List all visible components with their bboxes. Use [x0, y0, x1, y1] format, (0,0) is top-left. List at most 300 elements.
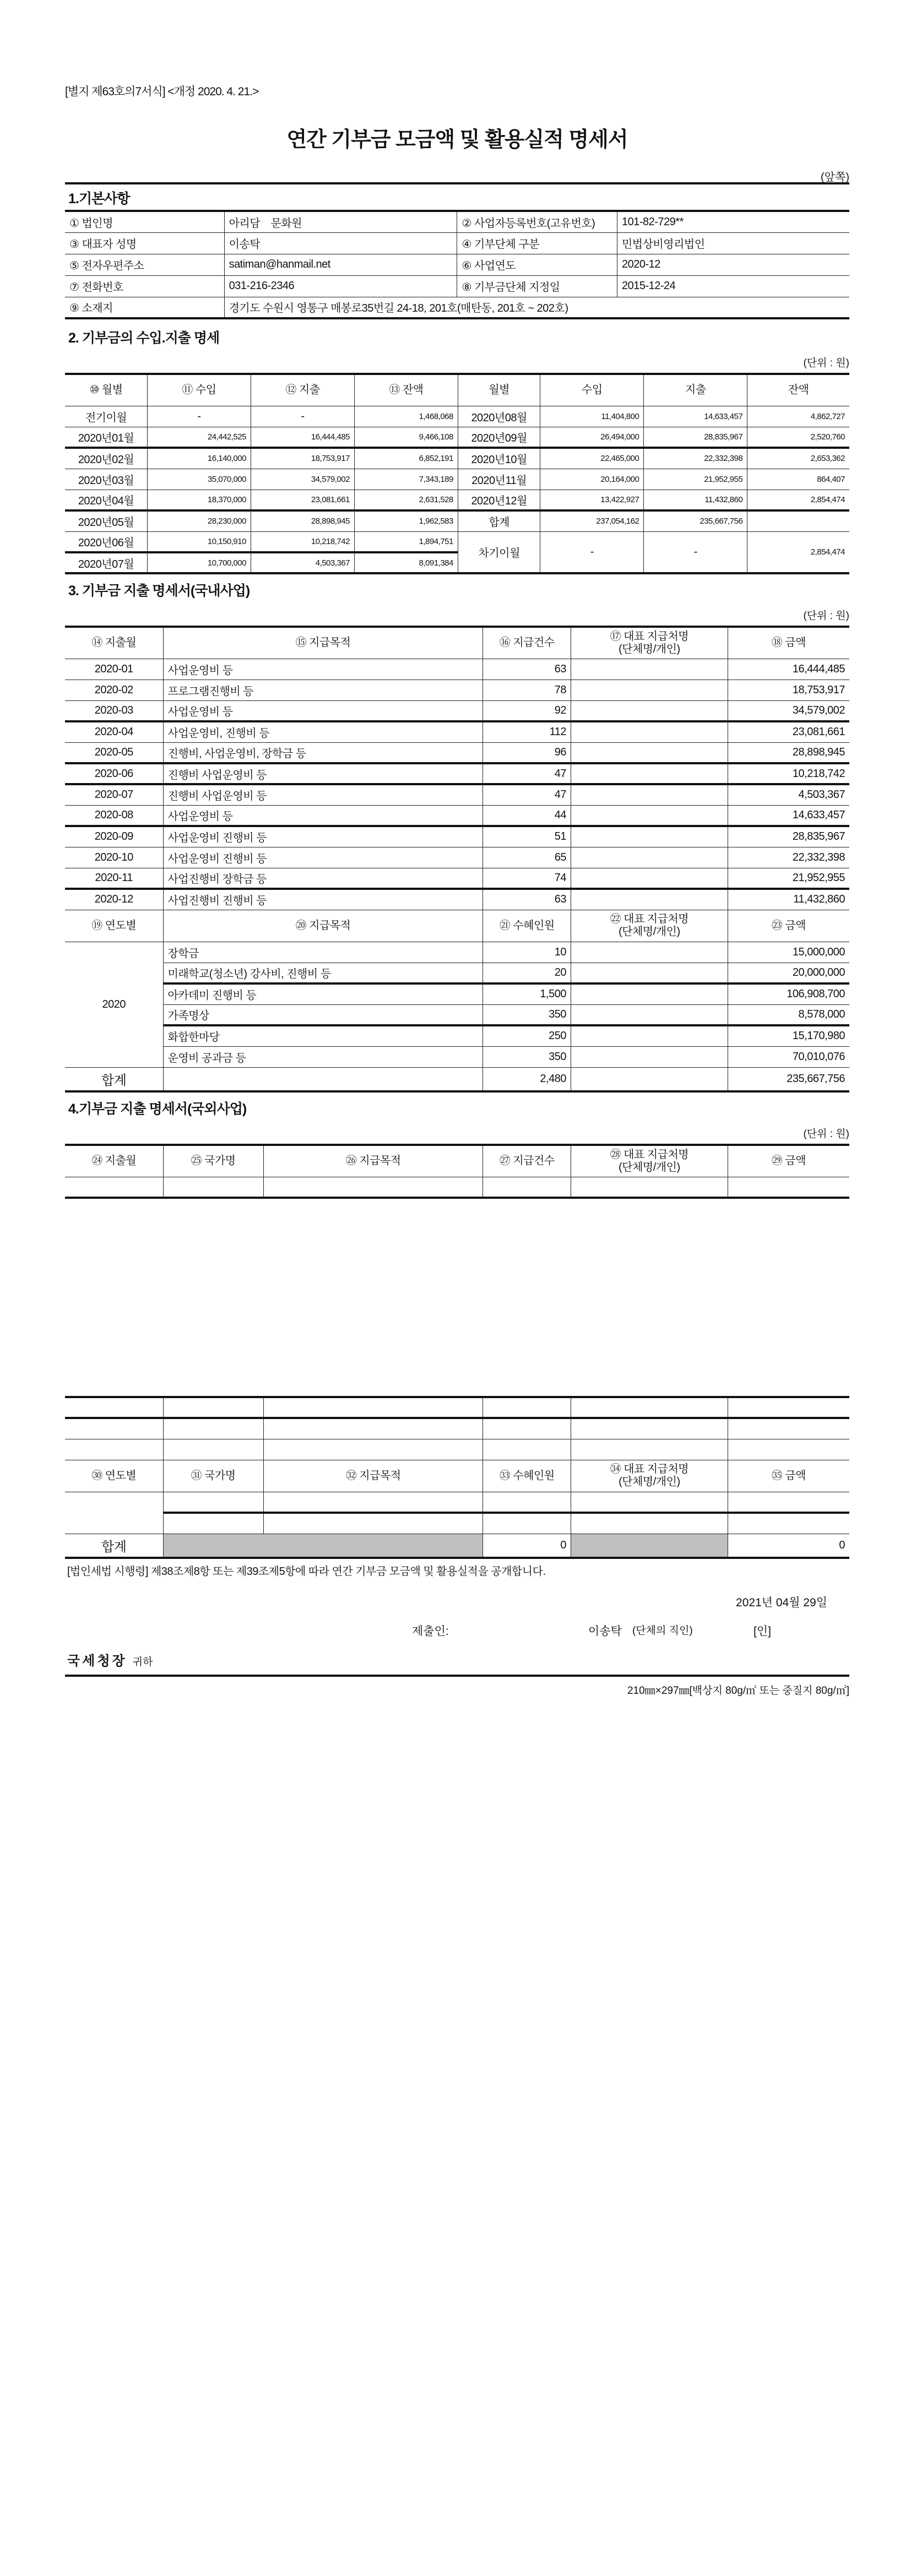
purpose-cell: 미래학교(청소년) 강사비, 진행비 등 — [163, 963, 483, 983]
table-row — [65, 510, 849, 531]
table-row — [65, 1025, 849, 1046]
section-basic-info-heading: 1.기본사항 — [68, 191, 130, 206]
column-header: 수입 — [540, 374, 644, 406]
table-row — [65, 1534, 849, 1558]
amount-cell: 8,578,000 — [728, 1004, 849, 1025]
amount-cell: 22,332,398 — [644, 448, 747, 469]
purpose-cell: 아카데미 진행비 등 — [163, 983, 483, 1004]
empty-cell — [163, 1067, 483, 1091]
month-cell: 2020-03 — [65, 700, 163, 721]
table-row — [65, 490, 849, 510]
amount-cell: 24,442,525 — [148, 427, 251, 448]
month-cell: 2020년03월 — [65, 469, 148, 490]
table-row — [65, 406, 849, 427]
page-title: 연간 기부금 모금액 및 활용실적 명세서 — [286, 128, 628, 151]
column-header: ⑳ 지급목적 — [163, 910, 483, 942]
unit-label: (단위 : 원) — [803, 1128, 849, 1140]
empty-cell — [571, 1177, 728, 1198]
count-cell: 78 — [483, 680, 571, 700]
payee-cell — [571, 942, 728, 963]
column-header: ㉘ 대표 지급처명 (단체명/개인) — [571, 1145, 728, 1177]
total-label: 합계 — [65, 1067, 163, 1091]
amount-cell: 20,164,000 — [540, 469, 644, 490]
empty-cell — [65, 1177, 163, 1198]
amount-cell: 28,898,945 — [728, 742, 849, 763]
purpose-cell: 사업운영비 등 — [163, 659, 483, 680]
year-cell: 2020 — [65, 942, 163, 1067]
legal-notice: [법인세법 시행령] 제38조제8항 또는 제39조제5항에 따라 연간 기부금 모금액 및 활용실적을 공개합니다. — [67, 1566, 546, 1578]
empty-cell — [728, 1439, 849, 1460]
column-header: ㉕ 국가명 — [163, 1145, 263, 1177]
column-header: ㉗ 지급건수 — [483, 1145, 571, 1177]
total-count: 0 — [483, 1534, 571, 1558]
empty-cell — [263, 1397, 483, 1418]
amount-cell: 10,150,910 — [148, 531, 251, 552]
empty-cell — [571, 1492, 728, 1513]
payee-cell — [571, 1025, 728, 1046]
empty-cell — [483, 1439, 571, 1460]
table-row — [65, 1439, 849, 1460]
amount-cell: 7,343,189 — [354, 469, 458, 490]
table-row — [65, 531, 849, 552]
table-row — [65, 1397, 849, 1418]
empty-cell — [163, 1513, 263, 1534]
income-expense-table — [65, 373, 849, 574]
recipient-line — [65, 1650, 849, 1677]
amount-cell: 20,000,000 — [728, 963, 849, 983]
field-value: 경기도 수원시 영통구 매봉로35번길 24-18, 201호(매탄동, 201호 ~ 202호) — [224, 297, 849, 318]
table-row — [65, 763, 849, 784]
amount-cell: 13,422,927 — [540, 490, 644, 510]
column-header: 월별 — [458, 374, 540, 406]
table-row — [65, 868, 849, 889]
table-row — [65, 254, 849, 275]
overseas-yearly-table — [65, 1396, 849, 1559]
field-value: 031-216-2346 — [224, 275, 457, 297]
count-cell: 44 — [483, 805, 571, 826]
count-cell: 250 — [483, 1025, 571, 1046]
amount-cell: 34,579,002 — [728, 700, 849, 721]
empty-cell — [483, 1513, 571, 1534]
seal-note: (단체의 직인) — [632, 1625, 693, 1637]
field-label: ⑦ 전화번호 — [65, 275, 224, 297]
amount-cell: 16,140,000 — [148, 448, 251, 469]
purpose-cell: 사업운영비 진행비 등 — [163, 847, 483, 868]
empty-cell — [65, 1397, 163, 1418]
payee-cell — [571, 868, 728, 889]
empty-cell — [163, 1492, 263, 1513]
table-row — [65, 721, 849, 742]
table-row — [65, 784, 849, 805]
empty-cell — [571, 1513, 728, 1534]
total-count: 2,480 — [483, 1067, 571, 1091]
amount-cell: 1,894,751 — [354, 531, 458, 552]
count-cell: 1,500 — [483, 983, 571, 1004]
field-label: ② 사업자등록번호(고유번호) — [457, 211, 617, 232]
empty-cell — [728, 1177, 849, 1198]
column-header: ⑫ 지출 — [251, 374, 354, 406]
amount-cell: 28,230,000 — [148, 510, 251, 531]
month-cell: 2020-02 — [65, 680, 163, 700]
column-header: ⑪ 수입 — [148, 374, 251, 406]
count-cell: 74 — [483, 868, 571, 889]
amount-cell: 15,170,980 — [728, 1025, 849, 1046]
amount-cell: 1,962,583 — [354, 510, 458, 531]
count-cell: 47 — [483, 763, 571, 784]
empty-cell — [163, 1439, 263, 1460]
table-row — [65, 910, 849, 942]
empty-cell — [263, 1418, 483, 1439]
count-cell: 350 — [483, 1004, 571, 1025]
submission-date: 2021년 04월 29일 — [736, 1596, 827, 1609]
amount-cell: 23,081,661 — [251, 490, 354, 510]
amount-cell: - — [148, 406, 251, 427]
amount-cell: 10,700,000 — [148, 552, 251, 573]
form-label: [별지 제63호의7서식] <개정 2020. 4. 21.> — [65, 85, 259, 98]
month-cell: 2020-08 — [65, 805, 163, 826]
table-row — [65, 211, 849, 232]
month-cell: 2020년08월 — [458, 406, 540, 427]
month-cell: 2020-01 — [65, 659, 163, 680]
month-cell: 2020년06월 — [65, 531, 148, 552]
submitter-label: 제출인: — [412, 1625, 449, 1638]
total-amount: 0 — [728, 1534, 849, 1558]
amount-cell: 10,218,742 — [251, 531, 354, 552]
empty-cell — [65, 1439, 163, 1460]
table-row — [65, 1492, 849, 1513]
field-value: 민법상비영리법인 — [617, 232, 849, 254]
domestic-expense-table — [65, 626, 849, 1093]
payee-cell — [571, 826, 728, 847]
payee-cell — [571, 680, 728, 700]
column-header: ㉒ 대표 지급처명 (단체명/개인) — [571, 910, 728, 942]
payee-cell — [571, 847, 728, 868]
amount-cell: 18,753,917 — [251, 448, 354, 469]
purpose-cell: 진행비 사업운영비 등 — [163, 763, 483, 784]
table-row — [65, 1177, 849, 1198]
table-row — [65, 983, 849, 1004]
table-row — [65, 680, 849, 700]
empty-cell — [65, 1492, 163, 1534]
table-row — [65, 1145, 849, 1177]
seal-mark: [인] — [753, 1625, 771, 1638]
count-cell: 65 — [483, 847, 571, 868]
column-header: ⑯ 지급건수 — [483, 627, 571, 659]
column-header: ⑱ 금액 — [728, 627, 849, 659]
empty-cell — [163, 1177, 263, 1198]
empty-cell — [483, 1177, 571, 1198]
section-overseas-heading: 4.기부금 지출 명세서(국외사업) — [68, 1101, 247, 1117]
payee-cell — [571, 742, 728, 763]
amount-cell: 11,432,860 — [644, 490, 747, 510]
recipient-suffix: 귀하 — [132, 1656, 153, 1668]
table-row — [65, 448, 849, 469]
table-row — [65, 1046, 849, 1067]
empty-cell — [571, 1534, 728, 1558]
purpose-cell: 사업진행비 진행비 등 — [163, 889, 483, 910]
column-header: 지출 — [644, 374, 747, 406]
empty-cell — [571, 1418, 728, 1439]
payee-cell — [571, 700, 728, 721]
payee-cell — [571, 784, 728, 805]
table-row — [65, 627, 849, 659]
table-row — [65, 275, 849, 297]
field-label: ⑤ 전자우편주소 — [65, 254, 224, 275]
amount-cell: - — [644, 531, 747, 573]
amount-cell: 237,054,162 — [540, 510, 644, 531]
amount-cell: 11,404,800 — [540, 406, 644, 427]
amount-cell: 2,520,760 — [747, 427, 849, 448]
amount-cell: 6,852,191 — [354, 448, 458, 469]
donation-statement-form — [65, 83, 849, 1697]
amount-cell: - — [251, 406, 354, 427]
basic-info-table — [65, 210, 849, 319]
amount-cell: 23,081,661 — [728, 721, 849, 742]
table-row — [65, 847, 849, 868]
payee-cell — [571, 1004, 728, 1025]
purpose-cell: 프로그램진행비 등 — [163, 680, 483, 700]
table-row — [65, 469, 849, 490]
amount-cell: 35,070,000 — [148, 469, 251, 490]
purpose-cell: 사업운영비 등 — [163, 700, 483, 721]
amount-cell: 14,633,457 — [644, 406, 747, 427]
empty-cell — [263, 1513, 483, 1534]
field-label: ③ 대표자 성명 — [65, 232, 224, 254]
purpose-cell: 진행비 사업운영비 등 — [163, 784, 483, 805]
column-header: ㉖ 지급목적 — [263, 1145, 483, 1177]
total-label: 합계 — [65, 1534, 163, 1558]
payee-cell — [571, 659, 728, 680]
month-cell: 2020년11월 — [458, 469, 540, 490]
table-row — [65, 963, 849, 983]
table-row — [65, 1004, 849, 1025]
month-cell: 2020-09 — [65, 826, 163, 847]
column-header: ㉜ 지급목적 — [263, 1460, 483, 1492]
amount-cell: 18,753,917 — [728, 680, 849, 700]
table-row — [65, 1513, 849, 1534]
month-cell: 2020년04월 — [65, 490, 148, 510]
table-row — [65, 297, 849, 318]
field-value: 101-82-729** — [617, 211, 849, 232]
table-row — [65, 805, 849, 826]
amount-cell: 21,952,955 — [644, 469, 747, 490]
table-row — [65, 942, 849, 963]
table-row — [65, 1418, 849, 1439]
amount-cell: 15,000,000 — [728, 942, 849, 963]
empty-cell — [263, 1439, 483, 1460]
empty-cell — [571, 1067, 728, 1091]
column-header: ⑰ 대표 지급처명 (단체명/개인) — [571, 627, 728, 659]
empty-cell — [728, 1492, 849, 1513]
amount-cell: 28,835,967 — [728, 826, 849, 847]
payee-cell — [571, 1046, 728, 1067]
empty-cell — [483, 1492, 571, 1513]
field-value: 2015-12-24 — [617, 275, 849, 297]
empty-cell — [163, 1418, 263, 1439]
amount-cell: 14,633,457 — [728, 805, 849, 826]
month-cell: 2020년02월 — [65, 448, 148, 469]
empty-cell — [263, 1492, 483, 1513]
count-cell: 20 — [483, 963, 571, 983]
amount-cell: 2,854,474 — [747, 490, 849, 510]
table-row — [65, 1460, 849, 1492]
amount-cell: 8,091,384 — [354, 552, 458, 573]
purpose-cell: 장학금 — [163, 942, 483, 963]
table-row — [65, 659, 849, 680]
paper-spec: 210㎜×297㎜[백상지 80g/㎡ 또는 중질지 80g/㎡] — [627, 1685, 849, 1697]
recipient: 국세청장 — [67, 1654, 127, 1669]
purpose-cell: 진행비, 사업운영비, 장학금 등 — [163, 742, 483, 763]
unit-label: (단위 : 원) — [803, 610, 849, 622]
column-header: ⑬ 잔액 — [354, 374, 458, 406]
empty-cell — [65, 1418, 163, 1439]
amount-cell: 2,854,474 — [747, 531, 849, 573]
empty-cell — [163, 1397, 263, 1418]
amount-cell — [747, 510, 849, 531]
amount-cell: 2,631,528 — [354, 490, 458, 510]
purpose-cell: 화합한마당 — [163, 1025, 483, 1046]
month-cell: 2020-05 — [65, 742, 163, 763]
amount-cell: 18,370,000 — [148, 490, 251, 510]
column-header: ㉙ 금액 — [728, 1145, 849, 1177]
month-cell: 2020-10 — [65, 847, 163, 868]
amount-cell: 22,332,398 — [728, 847, 849, 868]
amount-cell: 16,444,485 — [251, 427, 354, 448]
amount-cell: - — [540, 531, 644, 573]
count-cell: 112 — [483, 721, 571, 742]
amount-cell: 70,010,076 — [728, 1046, 849, 1067]
month-cell: 2020년07월 — [65, 552, 148, 573]
amount-cell: 28,898,945 — [251, 510, 354, 531]
empty-cell — [728, 1397, 849, 1418]
field-value: 아리담 문화원 — [224, 211, 457, 232]
month-cell: 2020-11 — [65, 868, 163, 889]
amount-cell: 106,908,700 — [728, 983, 849, 1004]
payee-cell — [571, 983, 728, 1004]
field-value: 이송탁 — [224, 232, 457, 254]
count-cell: 10 — [483, 942, 571, 963]
amount-cell: 11,432,860 — [728, 889, 849, 910]
amount-cell: 22,465,000 — [540, 448, 644, 469]
purpose-cell: 가족명상 — [163, 1004, 483, 1025]
month-cell: 2020-04 — [65, 721, 163, 742]
table-row — [65, 826, 849, 847]
month-cell: 2020-07 — [65, 784, 163, 805]
table-row — [65, 742, 849, 763]
field-label: ⑨ 소재지 — [65, 297, 224, 318]
section-domestic-heading: 3. 기부금 지출 명세서(국내사업) — [68, 583, 250, 599]
column-header: ⑩ 월별 — [65, 374, 148, 406]
amount-cell: 28,835,967 — [644, 427, 747, 448]
count-cell: 63 — [483, 659, 571, 680]
amount-cell: 4,862,727 — [747, 406, 849, 427]
amount-cell: 4,503,367 — [251, 552, 354, 573]
payee-cell — [571, 721, 728, 742]
payee-cell — [571, 763, 728, 784]
month-cell: 2020년10월 — [458, 448, 540, 469]
purpose-cell: 사업운영비 진행비 등 — [163, 826, 483, 847]
table-row — [65, 700, 849, 721]
column-header: ㉝ 수혜인원 — [483, 1460, 571, 1492]
table-row — [65, 427, 849, 448]
count-cell: 350 — [483, 1046, 571, 1067]
field-label: ④ 기부단체 구분 — [457, 232, 617, 254]
purpose-cell: 사업운영비, 진행비 등 — [163, 721, 483, 742]
amount-cell: 21,952,955 — [728, 868, 849, 889]
month-cell: 차기이월 — [458, 531, 540, 573]
empty-cell — [571, 1397, 728, 1418]
amount-cell: 4,503,367 — [728, 784, 849, 805]
month-cell: 전기이월 — [65, 406, 148, 427]
count-cell: 51 — [483, 826, 571, 847]
month-cell: 2020-06 — [65, 763, 163, 784]
month-cell: 2020-12 — [65, 889, 163, 910]
unit-label: (단위 : 원) — [803, 357, 849, 369]
column-header: ㉛ 국가명 — [163, 1460, 263, 1492]
amount-cell: 1,468,068 — [354, 406, 458, 427]
column-header: ㉑ 수혜인원 — [483, 910, 571, 942]
overseas-expense-table — [65, 1144, 849, 1199]
empty-cell — [263, 1177, 483, 1198]
submitter-line — [65, 1622, 849, 1639]
column-header: 잔액 — [747, 374, 849, 406]
empty-cell — [728, 1418, 849, 1439]
column-header: ㉚ 연도별 — [65, 1460, 163, 1492]
table-row — [65, 889, 849, 910]
month-cell: 2020년01월 — [65, 427, 148, 448]
column-header: ⑭ 지출월 — [65, 627, 163, 659]
table-row — [65, 232, 849, 254]
column-header: ㉓ 금액 — [728, 910, 849, 942]
empty-cell — [571, 1439, 728, 1460]
count-cell: 63 — [483, 889, 571, 910]
column-header: ㉟ 금액 — [728, 1460, 849, 1492]
amount-cell: 9,466,108 — [354, 427, 458, 448]
column-header: ㉞ 대표 지급처명 (단체명/개인) — [571, 1460, 728, 1492]
purpose-cell: 사업진행비 장학금 등 — [163, 868, 483, 889]
purpose-cell: 사업운영비 등 — [163, 805, 483, 826]
field-label: ⑧ 기부금단체 지정일 — [457, 275, 617, 297]
count-cell: 47 — [483, 784, 571, 805]
amount-cell: 2,653,362 — [747, 448, 849, 469]
column-header: ⑮ 지급목적 — [163, 627, 483, 659]
amount-cell: 26,494,000 — [540, 427, 644, 448]
table-row — [65, 1067, 849, 1091]
section-income-expense-heading: 2. 기부금의 수입.지출 명세 — [68, 330, 220, 346]
empty-cell — [483, 1397, 571, 1418]
field-label: ① 법인명 — [65, 211, 224, 232]
total-amount: 235,667,756 — [728, 1067, 849, 1091]
amount-cell: 10,218,742 — [728, 763, 849, 784]
empty-cell — [483, 1418, 571, 1439]
empty-cell — [163, 1534, 483, 1558]
payee-cell — [571, 963, 728, 983]
month-cell: 2020년09월 — [458, 427, 540, 448]
field-value: satiman@hanmail.net — [224, 254, 457, 275]
field-value: 2020-12 — [617, 254, 849, 275]
amount-cell: 34,579,002 — [251, 469, 354, 490]
purpose-cell: 운영비 공과금 등 — [163, 1046, 483, 1067]
month-cell: 2020년12월 — [458, 490, 540, 510]
month-cell: 2020년05월 — [65, 510, 148, 531]
column-header: ㉔ 지출월 — [65, 1145, 163, 1177]
count-cell: 96 — [483, 742, 571, 763]
table-row — [65, 374, 849, 406]
page-side-label: (앞쪽) — [821, 171, 849, 183]
amount-cell: 16,444,485 — [728, 659, 849, 680]
empty-cell — [728, 1513, 849, 1534]
field-label: ⑥ 사업연도 — [457, 254, 617, 275]
